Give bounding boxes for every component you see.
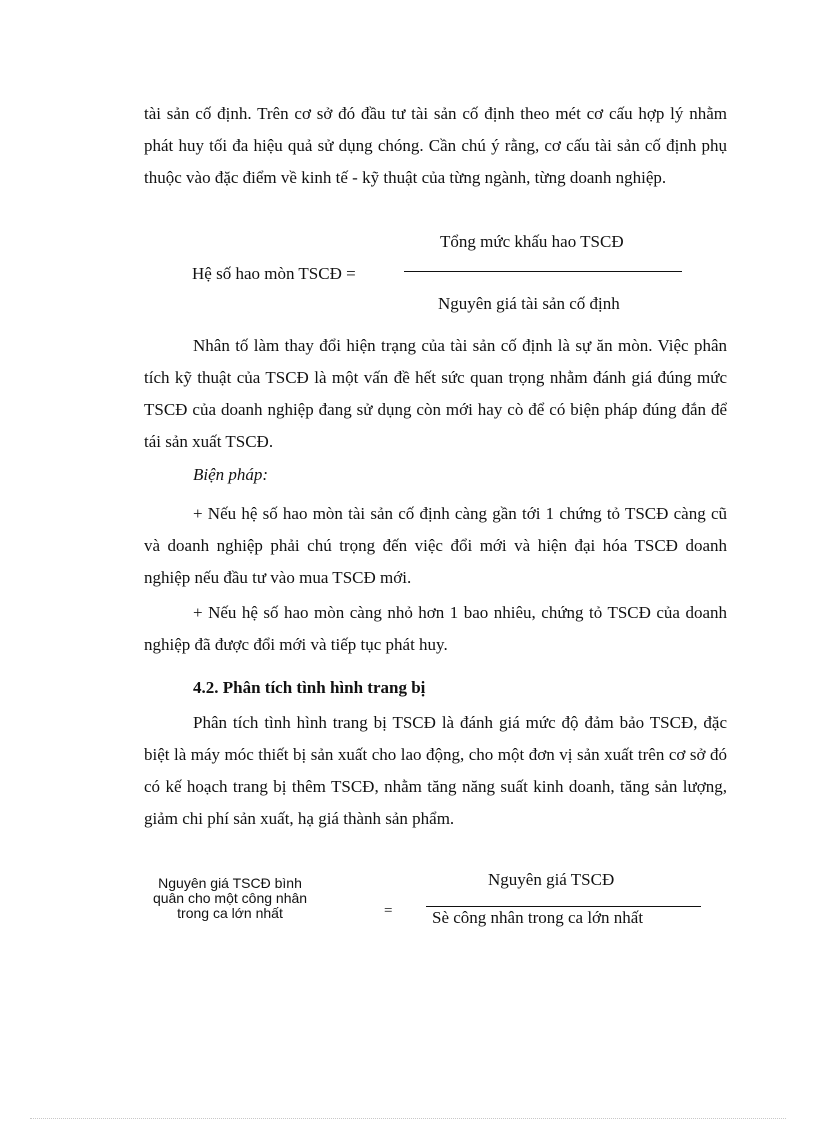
average-cost-per-worker-formula (150, 868, 720, 938)
section-heading: 4.2. Phân tích tình hình trang bị (193, 678, 426, 697)
paragraph-intro: tài sản cố định. Trên cơ sở đó đầu tư tài sản cố định theo mét cơ cấu hợp lý nhằm phát huy tối đa hiệu quả sử dụng chóng. Cần chú ý rằng, cơ cấu tài sản cố định phụ thuộc vào đặc điểm về kinh tế - kỹ thuật của từng ngành, từng doanh nghiệp. (144, 104, 727, 187)
depreciation-ratio-formula (192, 230, 712, 320)
paragraph-measure-2: + Nếu hệ số hao mòn càng nhỏ hơn 1 bao nhiêu, chứng tỏ TSCĐ của doanh nghiệp đã được đổi mới và tiếp tục phát huy. (144, 603, 727, 654)
formula-lhs (150, 876, 310, 921)
formula-lhs-line: trong ca lớn nhất (177, 905, 283, 921)
fraction-bar (404, 271, 682, 272)
paragraph-equipment-analysis: Phân tích tình hình trang bị TSCĐ là đánh giá mức độ đảm bảo TSCĐ, đặc biệt là máy móc thiết bị sản xuất cho lao động, cho một đơn vị sản xuất trên cơ sở đó có kế hoạch trang bị thêm TSCĐ, nhằm tăng năng suất kinh doanh, tăng sản lượng, giảm chi phí sản xuất, hạ giá thành sản phẩm. (144, 713, 727, 828)
formula-lhs-line: quân cho một công nhân (152, 890, 308, 906)
fraction-bar (426, 906, 701, 907)
formula-numerator: Tổng mức khấu hao TSCĐ (440, 232, 624, 251)
paragraph-measure-1: + Nếu hệ số hao mòn tài sản cố định càng gần tới 1 chứng tỏ TSCĐ càng cũ và doanh nghiệp phải chú trọng đến việc đổi mới và hiện đại hóa TSCĐ doanh nghiệp nếu đầu tư vào mua TSCĐ mới. (144, 504, 727, 587)
formula-lhs: Hệ số hao mòn TSCĐ = (192, 264, 356, 283)
formula-numerator: Nguyên giá TSCĐ (488, 870, 615, 889)
equals-sign: = (384, 903, 393, 919)
formula-denominator: Nguyên giá tài sản cố định (438, 294, 620, 313)
formula-lhs-line: Nguyên giá TSCĐ bình (158, 875, 302, 891)
measures-label: Biện pháp: (193, 465, 269, 484)
paragraph-wear-factor: Nhân tố làm thay đổi hiện trạng của tài sản cố định là sự ăn mòn. Việc phân tích kỹ thuật của TSCĐ là một vấn đề hết sức quan trọng nhằm đánh giá đúng mức TSCĐ của doanh nghiệp đang sử dụng còn mới hay cò để có biện pháp đúng đắn để tái sản xuất TSCĐ. (144, 336, 727, 451)
page-bottom-border (30, 1118, 786, 1119)
formula-denominator: Sè công nhân trong ca lớn nhất (432, 908, 644, 927)
